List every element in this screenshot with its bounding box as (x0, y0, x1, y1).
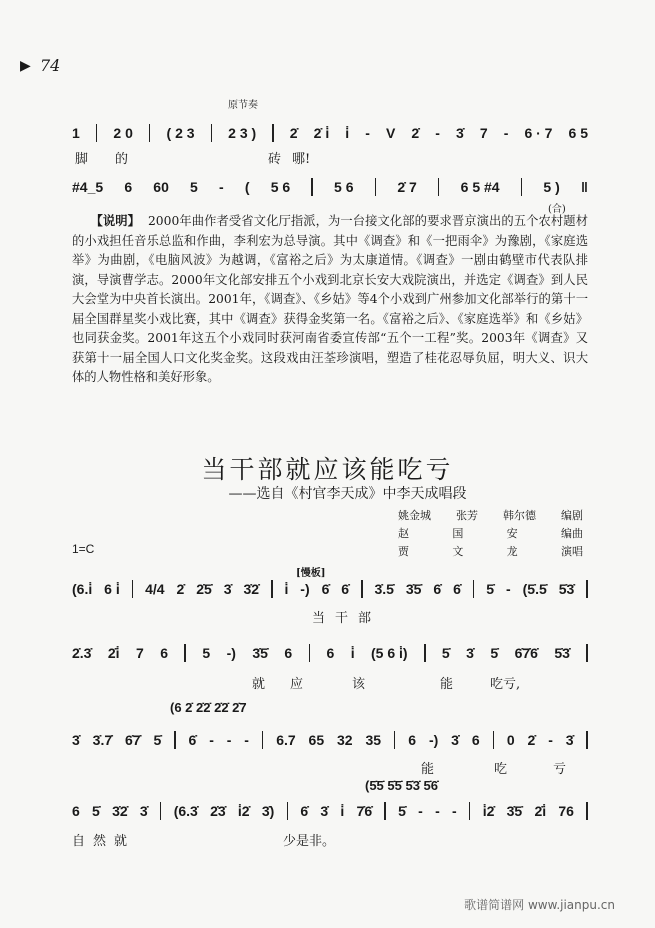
page-marker-icon: ▶ (20, 58, 31, 74)
bar-line (311, 178, 313, 196)
note: ‖ (580, 179, 588, 195)
bar-line (375, 178, 377, 196)
credit-role: 演唱 (560, 545, 583, 558)
note: 6 (284, 645, 293, 661)
note: V (385, 125, 396, 141)
note: - (548, 732, 553, 748)
lyric: 能 (421, 762, 435, 777)
note: ( (244, 179, 250, 195)
lyric: 应 (290, 677, 304, 692)
note: - (226, 732, 232, 748)
note: 2̇ 7 (397, 179, 417, 195)
note: 6 (72, 803, 80, 819)
lyric: 哪! (292, 152, 311, 167)
note: 6 i̇ (104, 581, 120, 597)
bar-line (586, 802, 588, 820)
song-subtitle: ——选自《村官李天成》中李天成唱段 (228, 486, 467, 502)
credit-name: 贾 (398, 545, 409, 558)
lyric: 砖 (268, 152, 282, 167)
note: 76 (558, 803, 574, 819)
bar-line (521, 178, 523, 196)
note: 6 5 #4 (460, 179, 500, 195)
bar-line (424, 644, 426, 662)
credit-name: 赵 (398, 527, 409, 540)
note: 5̇ (398, 803, 406, 819)
note: (5̇.5̇ (522, 581, 547, 597)
bar-line (493, 731, 495, 749)
credit-line (398, 525, 583, 541)
credit-name: 韩尔德 (503, 509, 536, 522)
note: 3̇2̇ (112, 803, 128, 819)
bar-line (384, 802, 386, 820)
explanation-paragraph (72, 211, 588, 388)
credit-name: 安 (506, 527, 518, 540)
note: 2 0 (113, 125, 133, 141)
note: - (506, 581, 511, 597)
lyric: 脚 (75, 152, 89, 167)
note: 2 3 ) (228, 125, 257, 141)
note: i̇2̇ (237, 803, 250, 819)
note: 0 (506, 732, 515, 748)
page-number: 74 (40, 56, 61, 75)
bar-line (287, 802, 289, 820)
note: 3̇ (139, 803, 148, 819)
note: 7 (479, 125, 488, 141)
credit-name: 姚金城 (398, 509, 431, 522)
note: ( 2 3 (166, 125, 195, 141)
note: 5̇3̇ (558, 581, 575, 597)
credit-line (398, 507, 583, 523)
bar-line (586, 644, 588, 662)
music-row-5 (72, 731, 588, 749)
upper-notes: (6 2̇ 2̇2̇ 2̇2̇ 2̇7 (170, 700, 247, 715)
note: i̇2̇ (482, 803, 495, 819)
ensemble-note: (合) (548, 204, 566, 215)
note: 3̇ (466, 645, 474, 661)
note: -) (428, 732, 439, 748)
note: 3̇ (455, 125, 464, 141)
tempo-mark: 原节奏 (228, 100, 258, 111)
note: 2̇3̇ (210, 803, 226, 819)
music-row-1 (72, 124, 588, 142)
note: 3̇2̇ (243, 581, 260, 597)
note: 3̇.5̇ (374, 581, 394, 597)
music-row-3 (72, 580, 588, 598)
note: 5̇ (441, 645, 450, 661)
note: 6.7 (276, 732, 296, 748)
bar-line (184, 644, 186, 662)
note: 5 (190, 179, 198, 195)
bar-line (211, 124, 213, 142)
note: - (435, 803, 440, 819)
note: 6̇ (433, 581, 442, 597)
note: 2̇ i̇ (313, 125, 330, 141)
note: 2̇ (411, 125, 420, 141)
note: 3̇ (223, 581, 232, 597)
note: 5̇ (486, 581, 495, 597)
note: 5 (202, 645, 211, 661)
note: 32 (337, 732, 353, 748)
music-row-4 (72, 644, 588, 662)
credit-name: 文 (452, 545, 464, 558)
lyric: 自然就 (72, 834, 136, 849)
bar-line (586, 580, 588, 598)
note: 5̇ (490, 645, 499, 661)
bar-line (262, 731, 264, 749)
note: 2̇ (289, 125, 298, 141)
note: (6.3̇ (173, 803, 198, 819)
note: 6 5 (568, 125, 588, 141)
note: i̇ (345, 125, 350, 141)
note: 6 (160, 645, 169, 661)
note: i̇ (340, 803, 345, 819)
lyric: 的 (115, 152, 129, 167)
note: 3̇ (320, 803, 329, 819)
watermark: 歌谱简谱网 www.jianpu.cn (464, 898, 615, 912)
note: - (452, 803, 457, 819)
note: i̇ (350, 645, 355, 661)
note: - (418, 803, 423, 819)
lyric: 吃亏, (490, 677, 521, 692)
lyric: 当干部 (312, 611, 382, 626)
lyric: 亏 (553, 762, 567, 777)
note: 6 (326, 645, 335, 661)
note: 6̇7̇6̇ (514, 645, 538, 661)
bar-line (473, 580, 475, 598)
song-title: 当干部就应该能吃亏 (201, 455, 454, 484)
lyric: 吃 (494, 762, 508, 777)
note: 6̇ (300, 803, 309, 819)
note: 2̇ (527, 732, 536, 748)
note: - (435, 125, 440, 141)
lyric: 该 (352, 677, 366, 692)
credit-role: 编曲 (560, 527, 583, 540)
credit-name: 国 (452, 527, 464, 540)
lyric: 就 (252, 677, 266, 692)
bar-line (469, 802, 471, 820)
note: 2̇i̇ (107, 645, 120, 661)
credit-line (398, 543, 583, 559)
credit-name: 龙 (506, 545, 518, 558)
note: 6 (408, 732, 417, 748)
bar-line (132, 580, 134, 598)
note: 6 · 7 (524, 125, 553, 141)
bar-line (272, 124, 274, 142)
note: 2̇5̇ (196, 581, 212, 597)
note: 3̇5̇ (506, 803, 523, 819)
note: 5̇3̇ (554, 645, 570, 661)
note: (6.i̇ (72, 581, 93, 597)
note: 3̇5̇ (405, 581, 422, 597)
lyric: 能 (440, 677, 454, 692)
note: 2̇ (176, 581, 185, 597)
note: 3̇5̇ (252, 645, 268, 661)
key-signature: 1=C (72, 542, 95, 556)
tempo-label: [慢板] (296, 568, 326, 579)
note: 5̇ (92, 803, 100, 819)
note: 3̇) (261, 803, 275, 819)
note: 3̇.7̇ (92, 732, 113, 748)
note: i̇ (284, 581, 289, 597)
note: 3̇ (72, 732, 80, 748)
note: 7 (136, 645, 144, 661)
bar-line (149, 124, 151, 142)
note: 2̇i̇ (534, 803, 547, 819)
lyric: 少是非。 (283, 834, 336, 849)
note: 35 (365, 732, 382, 748)
note: 6 (124, 179, 133, 195)
note: 6 (471, 732, 480, 748)
note: 60 (153, 179, 169, 195)
note: - (209, 732, 214, 748)
note: 65 (308, 732, 325, 748)
credit-role: 编剧 (561, 509, 583, 522)
bar-line (271, 580, 273, 598)
note: #4_5 (72, 179, 104, 195)
note: 5̇ (153, 732, 162, 748)
note: 6̇7̇ (125, 732, 141, 748)
note: 3̇ (565, 732, 574, 748)
note: 5 ) (543, 179, 560, 195)
note: 1 (72, 125, 80, 141)
note: 5 6 (270, 179, 291, 195)
bar-line (394, 731, 396, 749)
note: - (244, 732, 249, 748)
music-row-2 (72, 178, 588, 196)
note: 6̇ (321, 581, 330, 597)
note: - (365, 125, 370, 141)
bar-line (438, 178, 440, 196)
explanation-label: 【说明】 (90, 213, 140, 228)
note: 5 6 (334, 179, 354, 195)
music-row-6 (72, 802, 588, 820)
note: - (503, 125, 509, 141)
bar-line (309, 644, 311, 662)
note: 7̇6̇ (356, 803, 373, 819)
note: 6̇ (341, 581, 350, 597)
bar-line (586, 731, 588, 749)
credit-name: 张芳 (456, 509, 478, 522)
bar-line (96, 124, 98, 142)
bar-line (361, 580, 363, 598)
note: -) (226, 645, 236, 661)
note: 3̇ (451, 732, 459, 748)
explanation-text: 2000年曲作者受省文化厅指派，为一台接文化部的要求晋京演出的五个农村题材的小戏担任音乐总监和作曲，李利宏为总导演。其中《调查》和《一把雨伞》为豫剧，《家庭选举》为曲剧，《电脑风波》为越调，《富裕之后》为太康道情。《调查》一剧由鹤壁市代表队排演，导演曹学志。2000年文化部安排五个小戏到北京长安大戏院演出，并选定《调查》到人民大会堂为中央首长演出。2001年，《调查》、《乡姑》等4个小戏到广州参加文化部举行的第十一届全国群星奖小戏比赛，其中《调查》获得金奖第一名。《富裕之后》、《家庭选举》和《乡姑》也同获金奖。2001年这五个小戏同时获河南省委宣传部“五个一工程”奖。2003年《调查》又获第十一届全国人口文化奖金奖。这段戏由汪荃珍演唱，塑造了桂花忍辱负屈，明大义、识大体的人物性格和美好形象。 (72, 214, 588, 384)
note: 2̇.3̇ (72, 645, 92, 661)
bar-line (174, 731, 176, 749)
upper-notes: (5̇5̇ 5̇5̇ 5̇3̇ 5̇6̇ (365, 778, 439, 793)
note: 4/4 (145, 581, 165, 597)
bar-line (160, 802, 162, 820)
note: (5 6 i̇) (371, 645, 408, 661)
note: -) (300, 581, 310, 597)
note: - (219, 179, 224, 195)
note: 6̇ (188, 732, 197, 748)
note: 6̇ (453, 581, 461, 597)
